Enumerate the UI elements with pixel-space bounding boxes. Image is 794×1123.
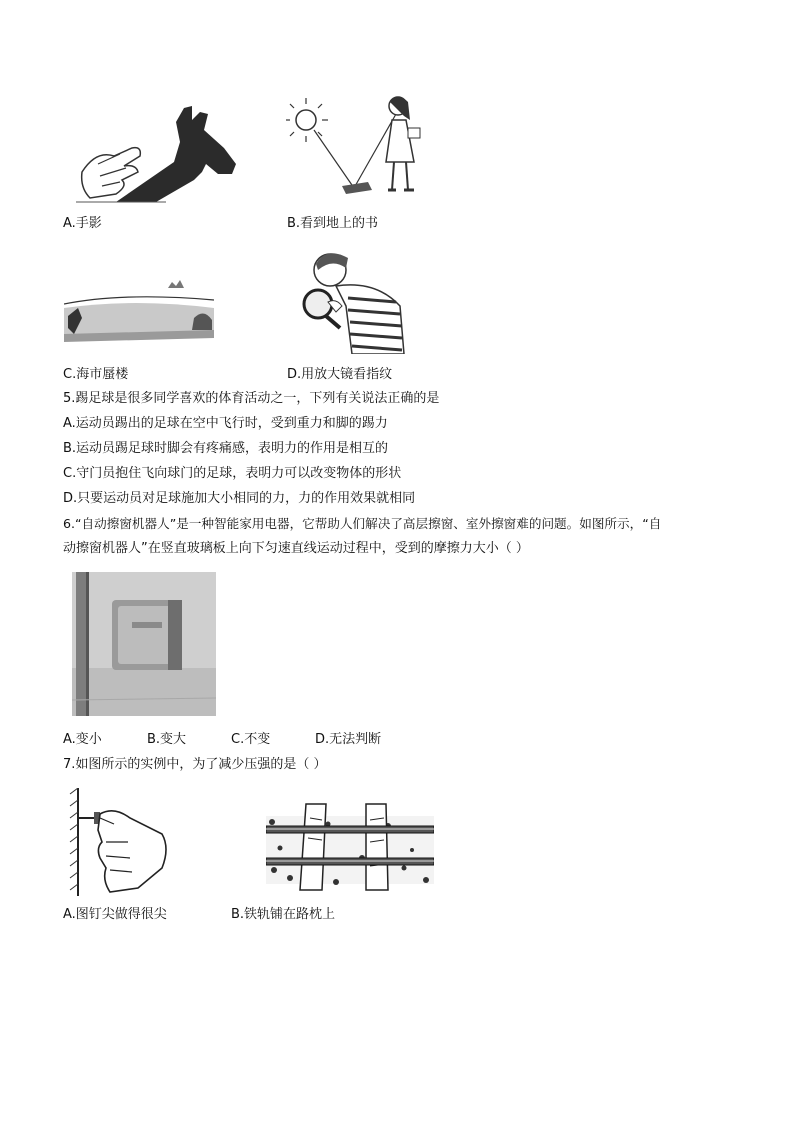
mirage-figure bbox=[64, 278, 214, 350]
q7-option-a: A.图钉尖做得很尖 bbox=[63, 907, 167, 922]
book-on-ground-figure bbox=[286, 92, 436, 200]
window-robot-photo bbox=[72, 572, 216, 716]
magnifier-figure bbox=[296, 246, 408, 354]
q4-option-d: D.用放大镜看指纹 bbox=[287, 367, 393, 382]
q7-stem: 7.如图所示的实例中，为了减少压强的是（ ） bbox=[63, 757, 327, 772]
q5-option-b: B.运动员踢足球时脚会有疼痛感，表明力的作用是相互的 bbox=[63, 441, 389, 456]
q6-stem-line2: 动擦窗机器人”在竖直玻璃板上向下匀速直线运动过程中，受到的摩擦力大小（ ） bbox=[63, 541, 529, 556]
q4-option-a: A.手影 bbox=[63, 216, 102, 231]
q5-option-d: D.只要运动员对足球施加大小相同的力，力的作用效果就相同 bbox=[63, 491, 416, 506]
q6-option-b: B.变大 bbox=[147, 732, 187, 747]
railway-figure bbox=[266, 798, 434, 894]
q6-option-c: C.不变 bbox=[231, 732, 271, 747]
q5-option-a: A.运动员踢出的足球在空中飞行时，受到重力和脚的踢力 bbox=[63, 416, 388, 431]
q6-stem-line1: 6.“自动擦窗机器人”是一种智能家用电器，它帮助人们解决了高层擦窗、室外擦窗难的问题。如图所示，“自 bbox=[63, 516, 662, 531]
hand-shadow-figure bbox=[76, 102, 246, 204]
q6-option-d: D.无法判断 bbox=[315, 732, 382, 747]
q5-stem: 5.踢足球是很多同学喜欢的体育活动之一，下列有关说法正确的是 bbox=[63, 391, 440, 406]
thumbtack-figure bbox=[66, 788, 170, 896]
q6-option-a: A.变小 bbox=[63, 732, 102, 747]
q4-option-c: C.海市蜃楼 bbox=[63, 367, 129, 382]
q7-option-b: B.铁轨铺在路枕上 bbox=[231, 907, 336, 922]
q4-option-b: B.看到地上的书 bbox=[287, 216, 379, 231]
q5-option-c: C.守门员抱住飞向球门的足球，表明力可以改变物体的形状 bbox=[63, 466, 402, 481]
